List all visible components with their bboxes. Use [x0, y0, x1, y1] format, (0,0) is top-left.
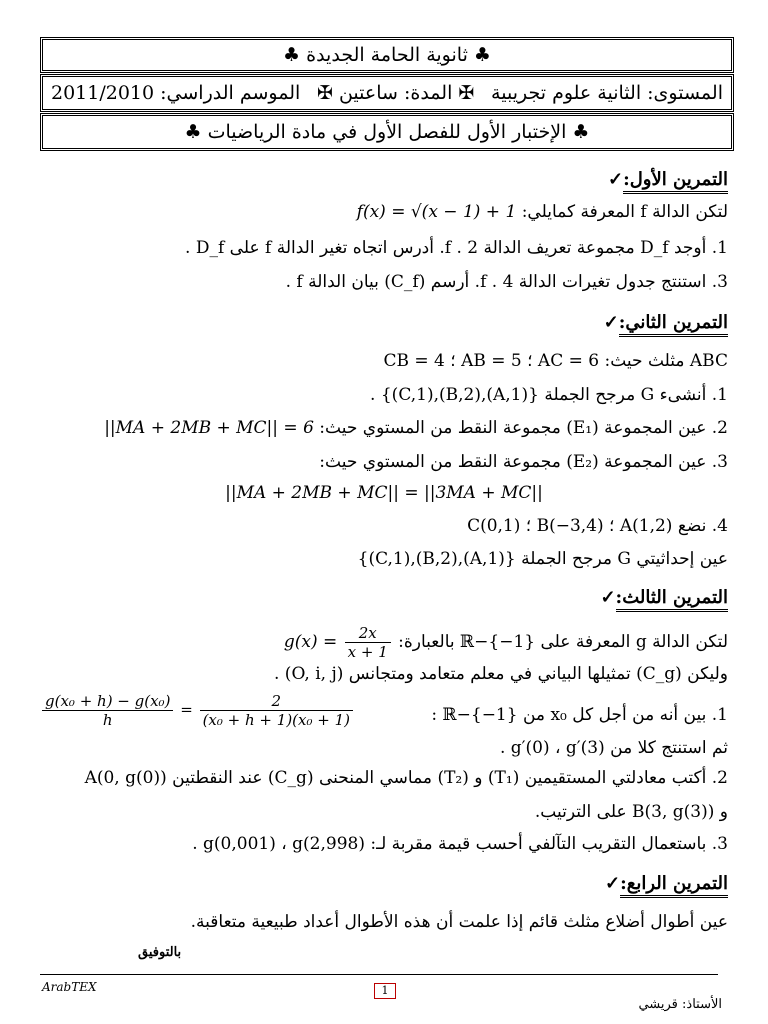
ex4-title-text: التمرين الرابع:	[620, 873, 728, 898]
ex2-title	[40, 311, 728, 335]
ex3-g-den: x + 1	[347, 643, 388, 661]
ex3-line-3-text: 1. بين أنه من أجل كل x₀ من ℝ−{−1} :	[431, 705, 728, 725]
ex2-title-text: التمرين الثاني:	[619, 312, 728, 337]
ex1-line-2: 1. أوجد D_f مجموعة تعريف الدالة f . 2. أدرس اتجاه تغير الدالة f على D_f .	[185, 238, 728, 258]
checkmark-icon: ✓	[603, 312, 619, 333]
school-year: الموسم الدراسي: 2011/2010	[51, 82, 301, 104]
ex3-rhs-fraction	[200, 692, 353, 729]
ex2-line-4: 3. عين المجموعة (E₂) مجموعة النقط من المستوي حيث:	[319, 452, 728, 472]
exam-title: ♣ الإختبار الأول للفصل الأول في مادة الرياضيات ♣	[184, 121, 590, 143]
ex3-g-lhs: g(x) =	[283, 632, 338, 652]
ex1-line-1-math: f(x) = √(x − 1) + 1	[356, 202, 517, 222]
ex3-rhs-den: (x₀ + h + 1)(x₀ + 1)	[202, 711, 350, 729]
ex2-line-3-math: ||MA + 2MB + MC|| = 6	[104, 418, 314, 438]
ex1-title-text: التمرين الأول:	[623, 169, 728, 194]
info-box	[40, 74, 734, 112]
ex3-line-4: ثم استنتج كلا من g′(0) ، g′(3) .	[499, 738, 728, 758]
school-name-box	[40, 37, 734, 73]
ex4-title	[40, 872, 728, 896]
school-name: ♣ ثانوية الحامة الجديدة ♣	[283, 44, 491, 66]
ex3-line-7: 3. باستعمال التقريب التآلفي أحسب قيمة مقربة لـ: g(0,001) ، g(2,998) .	[192, 834, 728, 854]
exam-duration: ✠ المدة: ساعتين ✠	[317, 82, 475, 104]
ex2-line-7: عين إحداثيتي G مرجح الجملة {(A,1),(B,2),(C,1)}	[357, 549, 728, 569]
ex3-title-text: التمرين الثالث:	[616, 587, 728, 612]
ex3-line-2: وليكن (C_g) تمثيلها البياني في معلم متعامد ومتجانس (O, i, j) .	[274, 664, 728, 684]
arabtex-mark: ArabTEX	[42, 980, 97, 994]
ex3-g-num: 2x	[345, 624, 391, 643]
ex3-diff-quotient	[42, 692, 173, 729]
ex3-line-1-text: لتكن الدالة g المعرفة على ℝ−{−1} بالعبارة:	[398, 632, 728, 652]
ex2-line-3	[40, 416, 728, 440]
teacher-name: الأستاذ: قريشي	[638, 997, 722, 1012]
ex3-rhs-num: 2	[200, 692, 353, 711]
ex3-line-3-math	[40, 692, 355, 729]
ex2-line-5	[40, 481, 728, 505]
ex3-dq-den: h	[102, 711, 113, 729]
ex4-line-1: عين أطوال أضلاع مثلث قائم إذا علمت أن هذه الأطوال أعداد طبيعية متعاقبة.	[190, 912, 728, 932]
checkmark-icon: ✓	[605, 873, 621, 894]
ex2-line-2: 1. أنشىء G مرجح الجملة {(A,1),(B,2),(C,1)} .	[370, 385, 728, 405]
ex1-line-3: 3. استنتج جدول تغيرات الدالة f . 4. أرسم (C_f) بيان الدالة f .	[285, 272, 728, 292]
page-number: 1	[374, 983, 396, 999]
ex3-line-1	[40, 624, 728, 661]
ex1-line-1	[40, 200, 728, 224]
ex3-line-6: و B(3, g(3)) على الترتيب.	[534, 802, 728, 822]
ex3-line-5: 2. أكتب معادلتي المستقيمين (T₁) و (T₂) مماسي المنحنى (C_g) عند النقطتين A(0, g(0))	[84, 768, 728, 788]
ex3-g-fraction	[345, 624, 391, 661]
equals-sign: =	[180, 700, 193, 719]
ex2-line-5-math: ||MA + 2MB + MC|| = ||3MA + MC||	[225, 483, 543, 503]
good-luck-note: بالتوفيق	[138, 945, 182, 960]
ex3-line-1-math	[283, 624, 393, 661]
checkmark-icon: ✓	[600, 587, 616, 608]
checkmark-icon: ✓	[607, 169, 624, 190]
ex2-line-1: ABC مثلث حيث: AC = 6 ؛ AB = 5 ؛ CB = 4	[383, 351, 728, 371]
ex2-line-3-text: 2. عين المجموعة (E₁) مجموعة النقط من المستوي حيث:	[319, 418, 728, 438]
ex2-line-6: 4. نضع A(1,2) ؛ B(−3,4) ؛ C(0,1)	[467, 516, 728, 536]
exam-title-box	[40, 113, 734, 151]
ex1-title	[40, 168, 728, 192]
ex3-title	[40, 586, 728, 610]
class-level: المستوى: الثانية علوم تجريبية	[491, 82, 723, 104]
footer-divider	[40, 974, 718, 975]
ex3-dq-num: g(x₀ + h) − g(x₀)	[42, 692, 173, 711]
ex1-line-1-text: لتكن الدالة f المعرفة كمايلي:	[521, 202, 728, 222]
